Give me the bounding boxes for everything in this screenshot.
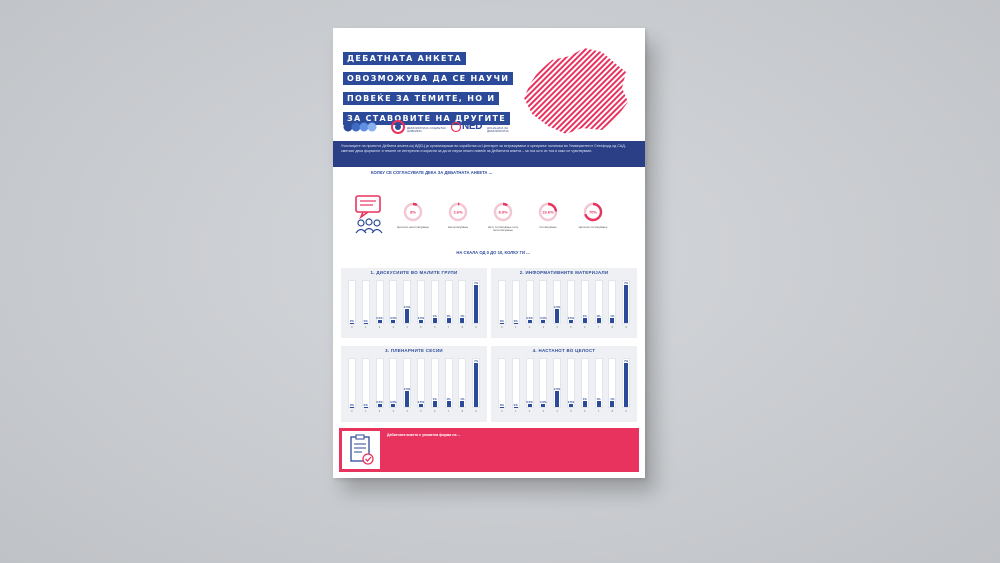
footer-box [339,428,639,472]
bar-tick-label: 8 [461,410,464,413]
donut-item [440,200,476,229]
bar-tick-label: 4 [556,410,558,413]
bar-tick-label: 2 [528,410,531,413]
bar [378,404,382,407]
bar-panel [491,268,637,338]
question-1: КОЛКУ СЕ СОГЛАСУВАТЕ ДЕКА ЗА ДЕБАТНАТА АНКЕТА ... [371,170,493,175]
bar-track [512,358,520,408]
donut-label: Целосно несогласување [397,225,429,229]
bar-tick-label: 5 [420,410,422,413]
donut-gauge [581,200,605,224]
donut-gauge [536,200,560,224]
bar [447,318,451,324]
bar [460,318,464,324]
donut-value: 2.6% [453,209,463,215]
bar [447,401,451,407]
bar-tick-label: 2 [378,410,381,413]
bar-area [495,280,633,329]
bar-value-label: 0.5% [540,399,547,404]
bar-tick-label: 9 [475,326,477,329]
donut-gauge [401,200,425,224]
bar [569,320,573,323]
bar-value-label: 2.5% [553,305,561,310]
intro-text: Учесниците на проектот Дебатна анкета кој ИДСЦ ја организираше во соработка со Центарот за истражување и креирање политики во Универзитетот Стенфорд од САД, сметаат дека форматот и темите се интересни и корисни за да се научи нешто повеќе за Дебатната анкета – за тоа што се тоа и како се чувствуваат. [333,141,645,167]
bar-tick-label: 2 [528,326,531,329]
bar-panel [491,346,637,422]
bar-value-label: 7% [624,280,629,285]
bar-panel [341,268,487,338]
bar-tick-label: 8 [611,326,614,329]
donut-label: Согласување [539,225,557,229]
bar [610,318,614,324]
bar-value-label: 0% [363,319,368,323]
bar-track [362,358,370,408]
infographic-poster [333,28,645,478]
bar-value-label: 0.5% [567,399,575,404]
bar [419,320,423,323]
bar [555,309,559,323]
bar-tick-label: 5 [570,410,572,413]
bar-value-label: 0.5% [376,316,383,321]
bar-value-label: 1% [610,313,615,318]
bar-value-label: 0.5% [567,316,575,321]
bar-track [472,358,480,408]
bar-tick-label: 4 [556,326,558,329]
bar-value-label: 0.5% [417,399,425,404]
bar [419,404,423,407]
donut-item [485,200,521,233]
donut-item [575,200,611,229]
bar-tick-label: 9 [625,410,627,413]
bar [378,320,382,323]
chat-people-icon [353,194,385,234]
bar-area [345,280,483,329]
bar-tick-label: 4 [406,326,408,329]
bar [528,404,532,407]
bar-tick-label: 8 [611,410,614,413]
title-line-3: ПОВЕЌЕ ЗА ТЕМИТЕ, НО И [343,92,499,105]
bar [597,401,601,407]
title-line-4: ЗА СТАВОВИТЕ НА ДРУГИТЕ [343,112,510,125]
title-line-1: ДЕБАТНАТА АНКЕТА [343,52,466,65]
bar [528,320,532,323]
bar-tick-label: 3 [542,326,545,329]
bar-value-label: 0% [349,403,354,407]
bar-tick-label: 2 [378,326,381,329]
bar [610,401,614,407]
survey-checklist-icon [342,431,380,469]
bar-track [362,280,370,324]
bar-tick-label: 0 [501,326,503,329]
bar [391,320,395,323]
bar-value-label: 7% [624,359,629,364]
bar-value-label: 0% [499,319,504,323]
bar [541,404,545,407]
logo-idsc-text: ИНСТИТУТ ЗА ДЕМОКРАТИЈА СОЦИЕТАС ЦИВИЛИС [407,122,447,133]
bar-track [622,358,630,408]
bar-value-label: 2.5% [553,387,561,392]
bar-tick-label: 1 [364,326,367,329]
donut-item [530,200,566,229]
bar-track [553,358,561,408]
logo-stanford-icon [451,120,461,134]
bar [433,318,437,324]
bar-value-label: 0% [349,319,354,323]
bar-value-label: 1% [432,313,437,318]
bar-tick-label: 7 [597,326,600,329]
bar-track [553,280,561,324]
logo-circles-icon [343,120,377,134]
bar-tick-label: 9 [475,410,477,413]
bar-value-label: 1% [582,313,587,318]
bar-value-label: 0.5% [526,399,533,404]
partner-logos [343,120,633,134]
bar [433,401,437,407]
bar-tick-label: 9 [625,326,627,329]
bar-tick-label: 6 [583,410,586,413]
bar [460,401,464,407]
bar [405,309,409,323]
bar-tick-label: 3 [542,410,545,413]
bar-tick-label: 3 [392,326,395,329]
bar-track [512,280,520,324]
bar-area [345,358,483,413]
donut-label: Целосно согласување [578,225,608,229]
bar-tick-label: 6 [433,326,436,329]
bar-tick-label: 8 [461,326,464,329]
bar-value-label: 0.5% [417,316,425,321]
bar-track [403,358,411,408]
bar-value-label: 0% [513,403,518,407]
footer-text: Дебатната анкета е уникатна форма на ... [387,433,461,437]
bar-track [622,280,630,324]
bar-tick-label: 1 [364,410,367,413]
bar-value-label: 1% [446,313,451,318]
bar-value-label: 1% [582,396,587,401]
bar-tick-label: 7 [447,410,450,413]
bar-value-label: 0.5% [390,316,397,321]
bar [583,401,587,407]
donut-label: Несогласување [447,225,469,229]
bar-tick-label: 5 [570,326,572,329]
bar-tick-label: 7 [597,410,600,413]
donut-row [395,200,635,244]
bar [597,318,601,324]
bar-tick-label: 0 [351,326,353,329]
bar-tick-label: 1 [514,326,517,329]
bar-tick-label: 5 [420,326,422,329]
bar-value-label: 0.5% [376,399,383,404]
bar-tick-label: 0 [351,410,353,413]
bar [405,391,409,407]
bar-value-label: 0% [513,319,518,323]
bar-value-label: 0.5% [540,316,547,321]
bar-tick-label: 6 [583,326,586,329]
donut-label: Ниту согласување ниту несогласување [487,225,519,233]
ned-logo: NED [462,121,483,132]
bar-tick-label: 0 [501,410,503,413]
bar-value-label: 1% [610,396,615,401]
bar-value-label: 7% [474,359,479,364]
bar [583,318,587,324]
bar-panel-title: 3. ПЛЕНАРНИТЕ СЕСИИ [385,348,443,353]
donut-item [395,200,431,229]
donut-gauge [446,200,470,224]
bar-value-label: 1% [596,313,601,318]
bar [474,285,478,324]
bar-value-label: 1% [460,313,465,318]
bar-panel-title: 1. ДИСКУСИИТЕ ВО МАЛИТЕ ГРУПИ [370,270,458,275]
bar-value-label: 7% [474,280,479,285]
bar-track [403,280,411,324]
bar [624,363,628,407]
donut-value: 70% [588,209,598,215]
bar [624,285,628,324]
bar-value-label: 2.5% [403,305,411,310]
bar-track [348,358,356,408]
bar-value-label: 1% [460,396,465,401]
bar [569,404,573,407]
bar-value-label: 1% [432,396,437,401]
bar-panel-title: 2. ИНФОРМАТИВНИТЕ МАТЕРИЈАЛИ [519,270,609,275]
ned-logo-subtitle: НАЦИОНАЛНА ДОНАЦИЈА ЗА ДЕМОКРАТИЈА [487,122,509,133]
bar-value-label: 1% [596,396,601,401]
bar-value-label: 1% [446,396,451,401]
bar-value-label: 0.5% [390,399,397,404]
bar-tick-label: 6 [433,410,436,413]
bar-tick-label: 3 [392,410,395,413]
bar-value-label: 0% [499,403,504,407]
bar-value-label: 2.5% [403,387,411,392]
bar-track [472,280,480,324]
bar-track [498,280,506,324]
bar-panel-title: 4. НАСТАНОТ ВО ЦЕЛОСТ [532,348,596,353]
bar-track [348,280,356,324]
bar-tick-label: 1 [514,410,517,413]
bar [555,391,559,407]
bar-area [495,358,633,413]
bar-panel [341,346,487,422]
donut-value: 23.6% [542,209,554,215]
bar [541,320,545,323]
question-2: НА СКАЛА ОД 0 ДО 10, КОЛКУ ГИ ... [456,250,530,255]
bar-value-label: 0% [363,403,368,407]
donut-value: 8% [410,209,416,215]
bar-tick-label: 4 [406,410,408,413]
bar-track [498,358,506,408]
donut-value: 8.9% [498,209,508,215]
title-line-2: ОВОЗМОЖУВА ДА СЕ НАУЧИ [343,72,513,85]
bar [474,363,478,407]
logo-idsc-icon [391,120,405,134]
bar-value-label: 0.5% [526,316,533,321]
donut-gauge [491,200,515,224]
bar [391,404,395,407]
bar-tick-label: 7 [447,326,450,329]
